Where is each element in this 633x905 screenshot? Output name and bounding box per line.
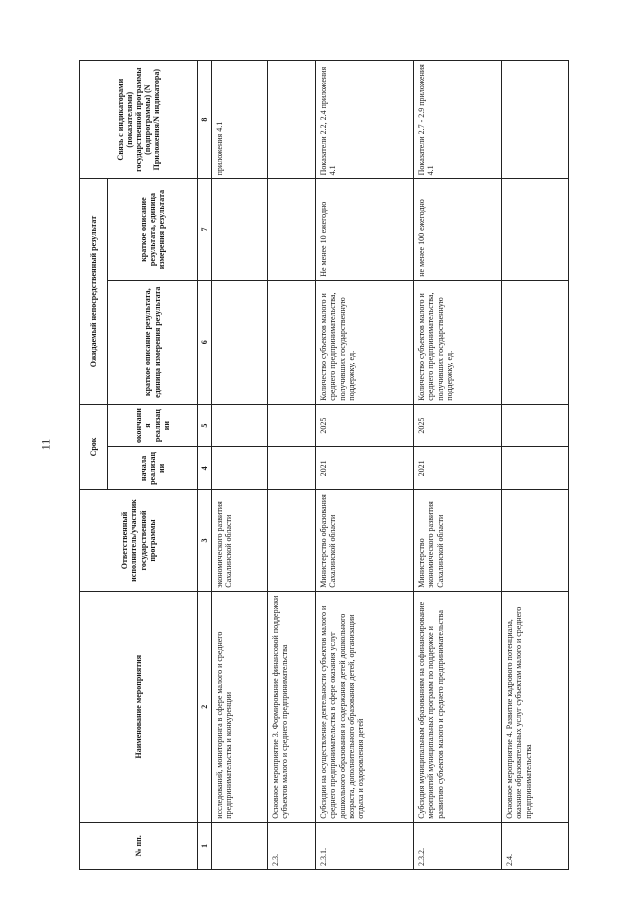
table-row [316,61,414,870]
page-number: 11 [38,438,53,451]
row-name: Основное мероприятие 3. Формирование финансовой поддержки субъектов малого и среднего предпринимательства [268,591,316,822]
row-result-brief [268,179,316,280]
header-result-brief: краткое описание результата, единица измерения результата [108,179,198,280]
row-num: 2.3. [268,822,316,869]
colnum: 2 [198,591,212,822]
header-end: окончания реализации [108,404,198,447]
row-responsible [502,490,569,591]
row-responsible: Министерство образования Сахалинской области [316,490,414,591]
row-result-brief: не менее 100 ежегодно [414,179,502,280]
row-responsible: экономического развития Сахалинской области [212,490,268,591]
header-start: начала реализации [108,447,198,490]
measures-table-frame [79,60,569,870]
row-start [502,447,569,490]
row-end [212,404,268,447]
colnum: 6 [198,280,212,404]
header-result: Ожидаемый непосредственный результат [80,179,108,404]
row-name: Субсидии на осуществление деятельности субъектов малого и среднего предпринимательства в сфере оказания услуг дошкольного образования и содержания детей дошкольного возраста, дополнительного образования детей, организации отдыха и оздоровления детей [316,591,414,822]
row-result-desc: Количество субъектов малого и среднего предпринимательства, получивших государственную поддержку, ед. [316,280,414,404]
table-row [212,61,268,870]
table-row [268,61,316,870]
row-start: 2021 [316,447,414,490]
row-num: 2.3.2. [414,822,502,869]
row-link: Показатели 2.7 - 2.9 приложения 4.1 [414,61,502,179]
row-responsible [268,490,316,591]
colnum: 3 [198,490,212,591]
row-end [268,404,316,447]
row-start [212,447,268,490]
row-num: 2.4. [502,822,569,869]
measures-table [79,60,569,870]
row-responsible: Министерство экономического развития Сахалинской области [414,490,502,591]
row-num: 2.3.1. [316,822,414,869]
row-end [502,404,569,447]
header-responsible: Ответственный исполнитель/участник государственной программы [80,490,198,591]
row-link: приложения 4.1 [212,61,268,179]
table-row [502,61,569,870]
row-result-desc [268,280,316,404]
row-result-desc [502,280,569,404]
colnum: 5 [198,404,212,447]
row-result-desc: Количество субъектов малого и среднего предпринимательства, получивших государственную поддержку, ед. [414,280,502,404]
row-end: 2025 [414,404,502,447]
table-row [414,61,502,870]
row-start: 2021 [414,447,502,490]
colnum: 7 [198,179,212,280]
row-result-brief [212,179,268,280]
row-name: Субсидия муниципальным образованиям на софинансирование мероприятий муниципальных программ по поддержке и развитию субъектов малого и среднего предпринимательства [414,591,502,822]
row-result-brief: Не менее 10 ежегодно [316,179,414,280]
row-result-brief [502,179,569,280]
row-link: Показатели 2.2, 2.4 приложения 4.1 [316,61,414,179]
row-end: 2025 [316,404,414,447]
row-num [212,822,268,869]
row-name: Основное мероприятие 4. Развитие кадрового потенциала, оказание образовательных услуг субъектам малого и среднего предпринимательства [502,591,569,822]
row-link [502,61,569,179]
row-start [268,447,316,490]
colnum: 8 [198,61,212,179]
row-link [268,61,316,179]
colnum: 4 [198,447,212,490]
colnum: 1 [198,822,212,869]
header-result-desc: краткое описание результата, единица измерения результата [108,280,198,404]
row-name: исследований, мониторинга в сфере малого и среднего предпринимательства и конкуренции [212,591,268,822]
column-number-row [198,61,212,870]
header-term: Срок [80,404,108,490]
header-num: № пп. [80,822,198,869]
row-result-desc [212,280,268,404]
header-name: Наименование мероприятия [80,591,198,822]
header-link: Связь с индикаторами (показателями) государственной программы (подпрограммы) (N Приложения/N индикатора) [80,61,198,179]
